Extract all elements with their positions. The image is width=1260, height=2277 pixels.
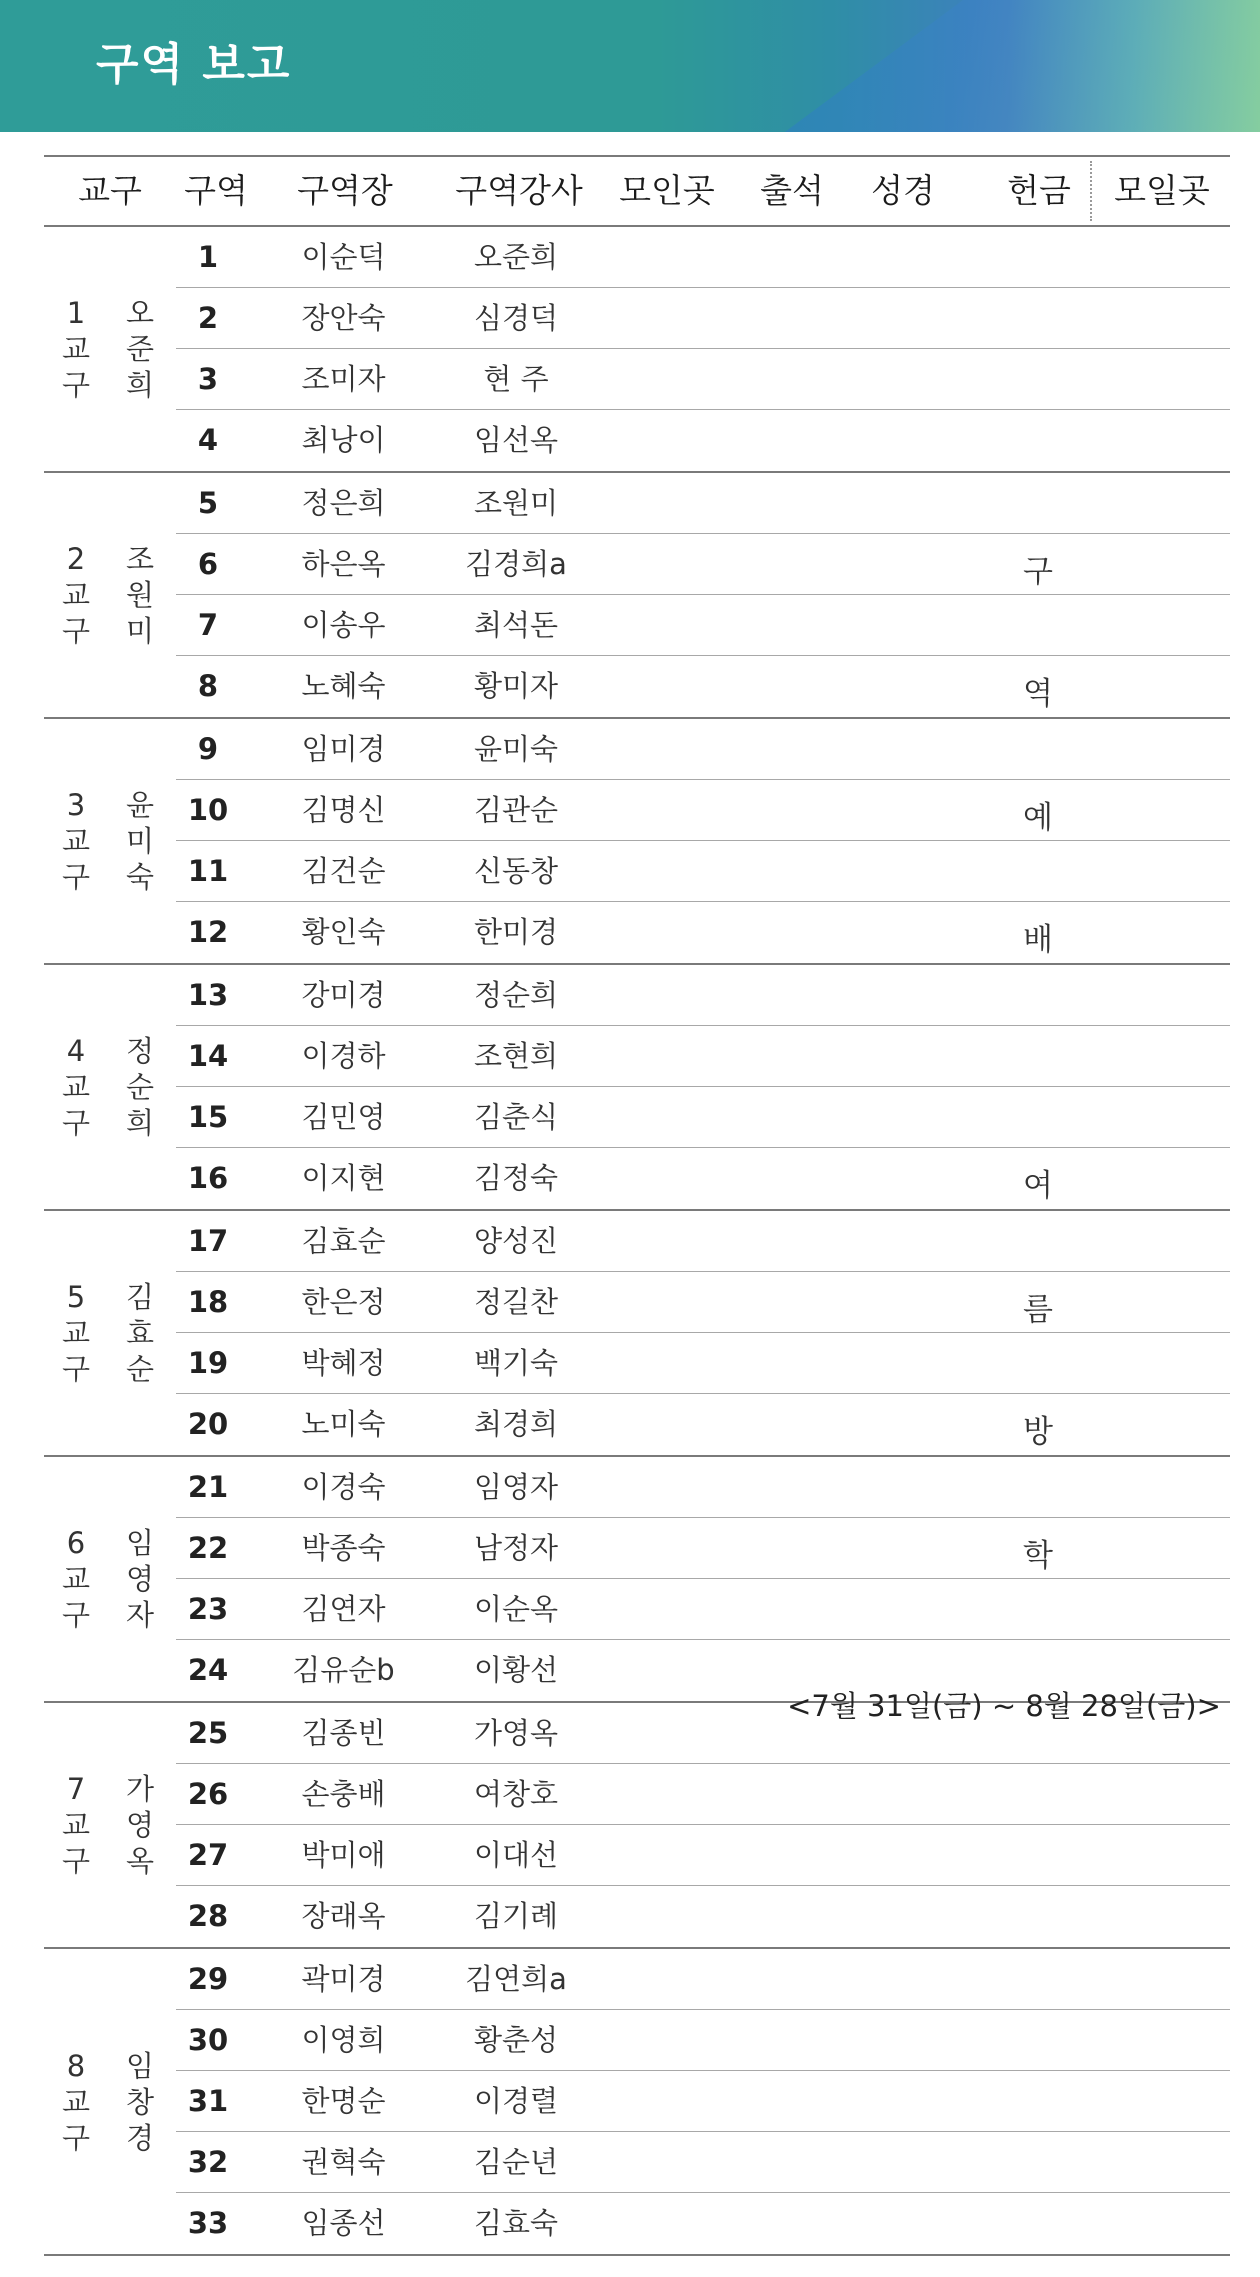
pastor-name-char: 오: [126, 296, 155, 330]
district-leader: 조미자: [301, 362, 386, 396]
table-row: [176, 1825, 1230, 1886]
table-row: [176, 1148, 1230, 1209]
district-number: 24: [187, 1653, 229, 1687]
district-rows: [176, 1457, 1230, 1701]
table-row: [176, 1333, 1230, 1394]
district-leader: 김연자: [301, 1592, 386, 1626]
pastor-name-char: 준: [126, 332, 155, 366]
pastor-name-char: 미: [126, 824, 155, 858]
gyogu-word-char: 구: [62, 1844, 91, 1878]
district-teacher: 조원미: [473, 486, 559, 520]
district-number: 30: [187, 2023, 229, 2057]
district-leader: 김유순b: [292, 1653, 395, 1687]
gyogu-label: [44, 227, 176, 471]
gyogu-label: [44, 1211, 176, 1455]
pastor-name-char: 효: [126, 1316, 155, 1350]
district-teacher: 김효숙: [473, 2206, 559, 2240]
district-teacher: 이대선: [473, 1838, 559, 1872]
pastor-name-char: 김: [126, 1280, 155, 1314]
page-title: 구역 보고: [96, 39, 292, 90]
district-leader: 김효순: [301, 1224, 386, 1258]
district-leader: 장래옥: [301, 1899, 386, 1933]
header-attendance: 출석: [760, 171, 824, 210]
gyogu-number: [62, 1279, 90, 1387]
district-teacher: 조현희: [473, 1039, 559, 1073]
header-bible: 성경: [871, 171, 935, 210]
gyogu-word-char: 구: [62, 1598, 91, 1632]
district-leader: 박종숙: [301, 1531, 386, 1565]
district-number: 27: [187, 1838, 229, 1872]
gyogu-pastor-name: [126, 541, 154, 649]
district-teacher: 임영자: [473, 1470, 559, 1504]
table-row: [176, 227, 1230, 288]
district-leader: 이경숙: [301, 1470, 386, 1504]
notice-vertical-char: 름: [1023, 1292, 1053, 1328]
gyogu-number: [62, 2048, 90, 2156]
gyogu-word-char: 교: [62, 1070, 91, 1104]
district-teacher: 정순희: [473, 978, 559, 1012]
table-row: [176, 2193, 1230, 2254]
district-teacher: 양성진: [473, 1224, 559, 1258]
district-number: 10: [187, 793, 229, 827]
header-met-place: 모인곳: [619, 171, 715, 210]
district-teacher: 황미자: [473, 669, 559, 703]
district-leader: 노미숙: [301, 1407, 386, 1441]
pastor-name-char: 창: [126, 2084, 155, 2119]
district-teacher: 김연희a: [465, 1962, 567, 1996]
district-teacher: 심경덕: [473, 301, 559, 335]
district-leader: 한명순: [301, 2084, 386, 2118]
district-leader: 강미경: [301, 978, 386, 1012]
table-row: [176, 902, 1230, 963]
district-teacher: 임선옥: [473, 423, 559, 457]
district-leader: 이지현: [301, 1161, 386, 1195]
table-row: [176, 288, 1230, 349]
pastor-name-char: 윤: [126, 788, 155, 822]
pastor-name-char: 원: [126, 578, 155, 612]
district-teacher: 김정숙: [473, 1161, 559, 1195]
district-teacher: 황춘성: [473, 2023, 559, 2057]
table-row: [176, 1579, 1230, 1640]
district-teacher: 윤미숙: [473, 732, 559, 766]
district-leader: 황인숙: [301, 915, 386, 949]
district-number: 25: [187, 1716, 229, 1750]
gyogu-group: [44, 1457, 1230, 1703]
district-leader: 정은희: [301, 486, 386, 520]
district-number: 15: [187, 1100, 229, 1134]
table-row: [176, 719, 1230, 780]
district-leader: 임종선: [301, 2206, 386, 2240]
district-teacher: 오준희: [473, 240, 559, 274]
district-rows: [176, 965, 1230, 1209]
pastor-name-char: 순: [126, 1070, 155, 1104]
gyogu-pastor-name: [126, 2048, 154, 2156]
table-row: [176, 965, 1230, 1026]
gyogu-number: [62, 787, 90, 895]
header-guyeok: 구역: [184, 171, 248, 210]
notice-vertical-char: 구: [1023, 554, 1053, 590]
district-number: 31: [187, 2084, 229, 2118]
table-row: [176, 1272, 1230, 1333]
pastor-name-char: 영: [126, 1808, 155, 1842]
district-teacher: 신동창: [473, 854, 559, 888]
pastor-name-char: 옥: [126, 1844, 155, 1878]
gyogu-number: [62, 1771, 90, 1879]
table-row: [176, 841, 1230, 902]
district-number: 5: [197, 486, 219, 520]
notice-vertical-char: 배: [1023, 922, 1053, 958]
gyogu-number: [62, 541, 90, 649]
header-teacher: 구역강사: [455, 171, 583, 210]
district-leader: 이영희: [301, 2023, 386, 2057]
gyogu-number-digit: 1: [66, 296, 86, 330]
gyogu-word-char: 구: [62, 860, 91, 894]
header-divider: [1090, 161, 1092, 221]
pastor-name-char: 임: [126, 2048, 155, 2083]
district-number: 16: [187, 1161, 229, 1195]
table-row: [176, 2071, 1230, 2132]
district-teacher: 가영옥: [473, 1716, 559, 1750]
table-row: [176, 656, 1230, 717]
pastor-name-char: 조: [126, 542, 155, 576]
district-number: 11: [187, 854, 229, 888]
district-leader: 이순덕: [301, 240, 386, 274]
gyogu-number-digit: 3: [66, 788, 86, 822]
district-number: 22: [187, 1531, 229, 1565]
table-row: [176, 473, 1230, 534]
notice-period: <7월 31일(금) ~ 8월 28일(금)>: [787, 1689, 1221, 1723]
district-leader: 곽미경: [301, 1962, 386, 1996]
district-leader: 김건순: [301, 854, 386, 888]
district-rows: [176, 719, 1230, 963]
gyogu-label: [44, 1949, 176, 2254]
district-teacher: 김관순: [473, 793, 559, 827]
notice-vertical-char: 예: [1023, 800, 1053, 836]
district-number: 6: [197, 547, 219, 581]
district-teacher: 김경희a: [465, 547, 567, 581]
district-teacher: 이순옥: [473, 1592, 559, 1626]
district-leader: 임미경: [301, 732, 386, 766]
district-leader: 박미애: [301, 1838, 386, 1872]
table-row: [176, 410, 1230, 471]
district-number: 14: [187, 1039, 229, 1073]
district-leader: 김민영: [301, 1100, 386, 1134]
district-teacher: 최석돈: [473, 608, 559, 642]
gyogu-pastor-name: [126, 1525, 154, 1633]
table-header: [44, 157, 1230, 227]
district-leader: 노혜숙: [301, 669, 386, 703]
table-row: [176, 1518, 1230, 1579]
district-teacher: 백기숙: [473, 1346, 559, 1380]
district-rows: [176, 227, 1230, 471]
gyogu-word-char: 구: [62, 1106, 91, 1140]
district-number: 2: [197, 301, 219, 335]
notice-vertical-char: 역: [1023, 676, 1053, 712]
gyogu-pastor-name: [126, 1033, 154, 1141]
district-teacher: 김기례: [473, 1899, 559, 1933]
district-rows: [176, 1703, 1230, 1947]
table-row: [176, 1211, 1230, 1272]
gyogu-word-char: 교: [62, 824, 91, 858]
district-number: 20: [187, 1407, 229, 1441]
gyogu-group: [44, 1949, 1230, 2256]
table-row: [176, 1026, 1230, 1087]
district-teacher: 이황선: [473, 1653, 559, 1687]
district-number: 29: [187, 1962, 229, 1996]
district-number: 18: [187, 1285, 229, 1319]
district-number: 21: [187, 1470, 229, 1504]
gyogu-word-char: 구: [62, 1352, 91, 1386]
table-body: [44, 227, 1230, 2256]
district-number: 32: [187, 2145, 229, 2179]
district-leader: 한은정: [301, 1285, 386, 1319]
table-row: [176, 1949, 1230, 2010]
district-rows: [176, 473, 1230, 717]
gyogu-group: [44, 1703, 1230, 1949]
pastor-name-char: 영: [126, 1562, 155, 1596]
district-leader: 김명신: [301, 793, 386, 827]
district-leader: 이송우: [301, 608, 386, 642]
pastor-name-char: 자: [126, 1598, 155, 1632]
table-row: [176, 534, 1230, 595]
district-number: 7: [197, 608, 219, 642]
district-teacher: 남정자: [473, 1531, 559, 1565]
gyogu-number-digit: 5: [66, 1280, 86, 1314]
header-next-place: 모일곳: [1114, 171, 1210, 210]
district-number: 23: [187, 1592, 229, 1626]
gyogu-number: [62, 295, 90, 403]
gyogu-word-char: 구: [62, 368, 91, 402]
pastor-name-char: 정: [126, 1034, 155, 1068]
district-teacher: 김순년: [473, 2145, 559, 2179]
gyogu-number-digit: 8: [66, 2048, 86, 2083]
pastor-name-char: 가: [126, 1772, 155, 1806]
gyogu-number-digit: 6: [66, 1526, 86, 1560]
pastor-name-char: 숙: [126, 860, 155, 894]
notice-vertical-char: 방: [1023, 1414, 1053, 1450]
district-leader: 최낭이: [301, 423, 386, 457]
district-number: 33: [187, 2206, 229, 2240]
district-rows: [176, 1949, 1230, 2254]
gyogu-pastor-name: [126, 295, 154, 403]
table-row: [176, 1394, 1230, 1455]
district-number: 8: [197, 669, 219, 703]
table-row: [176, 1886, 1230, 1947]
district-teacher: 여창호: [473, 1777, 559, 1811]
district-number: 1: [197, 240, 219, 274]
table-row: [176, 2010, 1230, 2071]
gyogu-number-digit: 2: [66, 542, 86, 576]
district-report-table: [44, 155, 1230, 2256]
district-number: 4: [197, 423, 219, 457]
table-row: [176, 1087, 1230, 1148]
gyogu-pastor-name: [126, 787, 154, 895]
notice-vertical-char: 여: [1023, 1168, 1053, 1204]
district-number: 3: [197, 362, 219, 396]
pastor-name-char: 임: [126, 1526, 155, 1560]
gyogu-label: [44, 719, 176, 963]
gyogu-number-digit: 4: [66, 1034, 86, 1068]
pastor-name-char: 희: [126, 1106, 155, 1140]
district-number: 26: [187, 1777, 229, 1811]
table-row: [176, 2132, 1230, 2193]
gyogu-word-char: 교: [62, 2084, 91, 2119]
district-number: 12: [187, 915, 229, 949]
gyogu-number: [62, 1525, 90, 1633]
district-leader: 이경하: [301, 1039, 386, 1073]
gyogu-pastor-name: [126, 1771, 154, 1879]
gyogu-label: [44, 1703, 176, 1947]
table-row: [176, 349, 1230, 410]
gyogu-word-char: 교: [62, 332, 91, 366]
gyogu-word-char: 구: [62, 2120, 91, 2155]
district-number: 17: [187, 1224, 229, 1258]
banner-decoration: [720, 0, 1260, 132]
gyogu-word-char: 교: [62, 1562, 91, 1596]
table-row: [176, 1457, 1230, 1518]
district-rows: [176, 1211, 1230, 1455]
gyogu-number: [62, 1033, 90, 1141]
header-offering: 헌금: [1007, 171, 1071, 210]
district-number: 9: [197, 732, 219, 766]
district-leader: 하은옥: [301, 547, 386, 581]
district-teacher: 김춘식: [473, 1100, 559, 1134]
district-teacher: 현 주: [483, 362, 549, 396]
table-row: [176, 1764, 1230, 1825]
district-leader: 김종빈: [301, 1716, 386, 1750]
district-leader: 장안숙: [301, 301, 386, 335]
pastor-name-char: 경: [126, 2120, 155, 2155]
district-teacher: 최경희: [473, 1407, 559, 1441]
table-row: [176, 595, 1230, 656]
gyogu-word-char: 교: [62, 578, 91, 612]
district-teacher: 정길찬: [473, 1285, 559, 1319]
gyogu-label: [44, 1457, 176, 1701]
gyogu-label: [44, 473, 176, 717]
table-row: [176, 780, 1230, 841]
district-number: 28: [187, 1899, 229, 1933]
header-banner: [0, 0, 1260, 132]
gyogu-word-char: 교: [62, 1808, 91, 1842]
district-number: 19: [187, 1346, 229, 1380]
header-gyogu: 교구: [78, 171, 142, 210]
gyogu-group: [44, 227, 1230, 473]
notice-vertical-char: 학: [1023, 1538, 1053, 1574]
gyogu-word-char: 교: [62, 1316, 91, 1350]
gyogu-pastor-name: [126, 1279, 154, 1387]
district-teacher: 한미경: [473, 915, 559, 949]
district-leader: 권혁숙: [301, 2145, 386, 2179]
district-number: 13: [187, 978, 229, 1012]
district-teacher: 이경렬: [473, 2084, 559, 2118]
pastor-name-char: 희: [126, 368, 155, 402]
gyogu-label: [44, 965, 176, 1209]
header-leader: 구역장: [297, 171, 393, 210]
pastor-name-char: 순: [126, 1352, 155, 1386]
district-leader: 박혜정: [301, 1346, 386, 1380]
gyogu-number-digit: 7: [66, 1772, 86, 1806]
district-leader: 손충배: [301, 1777, 386, 1811]
pastor-name-char: 미: [126, 614, 155, 648]
gyogu-word-char: 구: [62, 614, 91, 648]
